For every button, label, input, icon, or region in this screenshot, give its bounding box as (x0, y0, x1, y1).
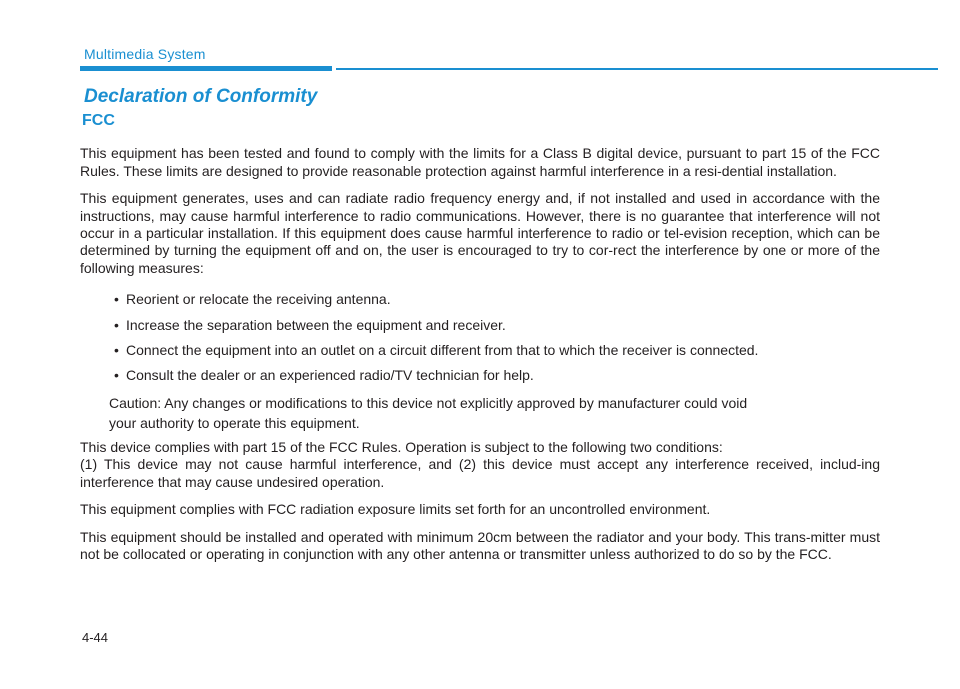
caution-line-2: your authority to operate this equipment. (109, 414, 360, 431)
caution-line-1: Caution: Any changes or modifications to this device not explicitly approved by manufacturer could void (109, 394, 748, 411)
content (80, 112, 880, 573)
header-rule-thin (336, 68, 938, 70)
section-label: Multimedia System (84, 46, 206, 62)
paragraph-interference: This equipment generates, uses and can radiate radio frequency energy and, if not installed and used in accordance with the instructions, may cause harmful interference to radio communications. However, there is no guarantee that interference will not occur in a particular installation. If this equipment does cause harmful interference to radio or tel-evision reception, which can be determined by turning the equipment off and on, the user is encouraged to try to cor-rect the interference by one or more of the following measures: (80, 190, 880, 276)
paragraph-compliance (80, 439, 880, 491)
list-item: • Reorient or relocate the receiving antenna. (114, 291, 880, 308)
page-title: Declaration of Conformity (84, 86, 318, 107)
measures-list (80, 291, 880, 385)
compliance-line-2: (1) This device may not cause harmful interference, and (2) this device must accept any interference received, includ-ing interference that may cause undesired operation. (80, 456, 880, 490)
list-item: • Connect the equipment into an outlet on a circuit different from that to which the receiver is connected. (114, 342, 880, 359)
list-item: • Consult the dealer or an experienced radio/TV technician for help. (114, 367, 880, 384)
caution-note (109, 393, 880, 433)
compliance-line-1: This device complies with part 15 of the FCC Rules. Operation is subject to the following two conditions: (80, 438, 723, 455)
paragraph-exposure: This equipment complies with FCC radiation exposure limits set forth for an uncontrolled environment. (80, 501, 711, 518)
header-rule-thick (80, 66, 332, 71)
page-number: 4-44 (82, 630, 109, 645)
paragraph-class-b: This equipment has been tested and found to comply with the limits for a Class B digital device, pursuant to part 15 of the FCC Rules. These limits are designed to provide reasonable protection against harmful interference in a resi-dential installation. (80, 145, 880, 179)
fcc-heading: FCC (82, 112, 115, 129)
paragraph-installation: This equipment should be installed and operated with minimum 20cm between the radiator and your body. This trans-mitter must not be collocated or operating in conjunction with any other antenna or transmitter unless authorized to do so by the FCC. (80, 528, 880, 562)
list-item: • Increase the separation between the equipment and receiver. (114, 317, 880, 334)
